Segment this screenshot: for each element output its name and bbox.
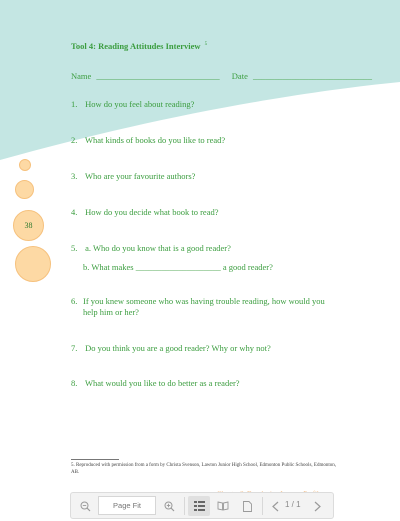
chevron-left-icon — [272, 501, 279, 512]
question-number: 1. — [71, 99, 78, 109]
question-text: Who are your favourite authors? — [84, 171, 196, 181]
question-number: 7. — [71, 343, 78, 353]
grid-view-icon — [194, 501, 205, 511]
chevron-right-icon — [314, 501, 321, 512]
question-text: a. Who do you know that is a good reader? — [85, 243, 231, 253]
name-date-row — [71, 71, 372, 81]
decorative-dot-small — [19, 159, 31, 171]
next-page-button[interactable] — [309, 496, 325, 516]
name-label: Name — [71, 71, 92, 81]
question-text: How do you feel about reading? — [85, 99, 195, 109]
zoom-in-icon — [164, 501, 175, 512]
zoom-in-button[interactable] — [159, 496, 179, 516]
question-7 — [71, 343, 271, 353]
page-number: 38 — [24, 221, 33, 230]
toolbar-divider — [262, 497, 263, 515]
question-5a — [71, 243, 231, 253]
question-number: 4. — [71, 207, 78, 217]
question-5b — [83, 262, 273, 272]
zoom-out-button[interactable] — [75, 496, 95, 516]
zoom-out-icon — [80, 501, 91, 512]
question-text: b. What makes ____________________ a good reader? — [83, 262, 273, 272]
question-number: 6. — [71, 296, 78, 306]
question-4 — [71, 207, 219, 217]
question-8 — [71, 378, 240, 388]
title-text: Tool 4: Reading Attitudes Interview — [71, 41, 201, 51]
name-blank: _____________________________ — [96, 71, 220, 81]
question-text: What would you like to do better as a reader? — [84, 378, 240, 388]
page-title — [71, 41, 207, 51]
question-2 — [71, 135, 225, 145]
footnote: 5. Reproduced with permission from a form by Christa Svenson, Lawton Junior High School, Edmonton Public Schools, Edmonton, AB. — [71, 463, 336, 475]
toolbar-divider — [184, 497, 185, 515]
book-view-button[interactable] — [212, 496, 234, 516]
question-3 — [71, 171, 195, 181]
previous-page-button[interactable] — [267, 496, 283, 516]
pdf-viewer-toolbar — [70, 492, 334, 519]
question-text: What kinds of books do you like to read? — [84, 135, 226, 145]
date-blank: ____________________________ — [252, 71, 372, 81]
question-6 — [71, 296, 338, 317]
document-view-button[interactable] — [236, 496, 258, 516]
title-footnote-mark: 5 — [204, 42, 208, 48]
document-icon — [243, 501, 252, 512]
question-number: 2. — [71, 135, 78, 145]
decorative-dot-medium — [15, 180, 34, 199]
decorative-dot-large — [15, 246, 51, 282]
question-number: 3. — [71, 171, 78, 181]
question-text: If you knew someone who was having trouble reading, how would you help him or her? — [83, 296, 325, 317]
question-number: 8. — [71, 378, 78, 388]
question-number: 5. — [71, 243, 78, 253]
date-label: Date — [231, 71, 248, 81]
page-indicator: 1 / 1 — [285, 500, 301, 509]
question-text: Do you think you are a good reader? Why or why not? — [85, 343, 271, 353]
single-page-view-button[interactable] — [188, 496, 210, 516]
book-icon — [217, 501, 229, 511]
page-number-badge — [13, 210, 44, 241]
page-fit-input[interactable] — [98, 496, 156, 515]
question-text: How do you decide what book to read? — [85, 207, 219, 217]
footnote-divider — [71, 459, 119, 460]
question-1 — [71, 99, 194, 109]
